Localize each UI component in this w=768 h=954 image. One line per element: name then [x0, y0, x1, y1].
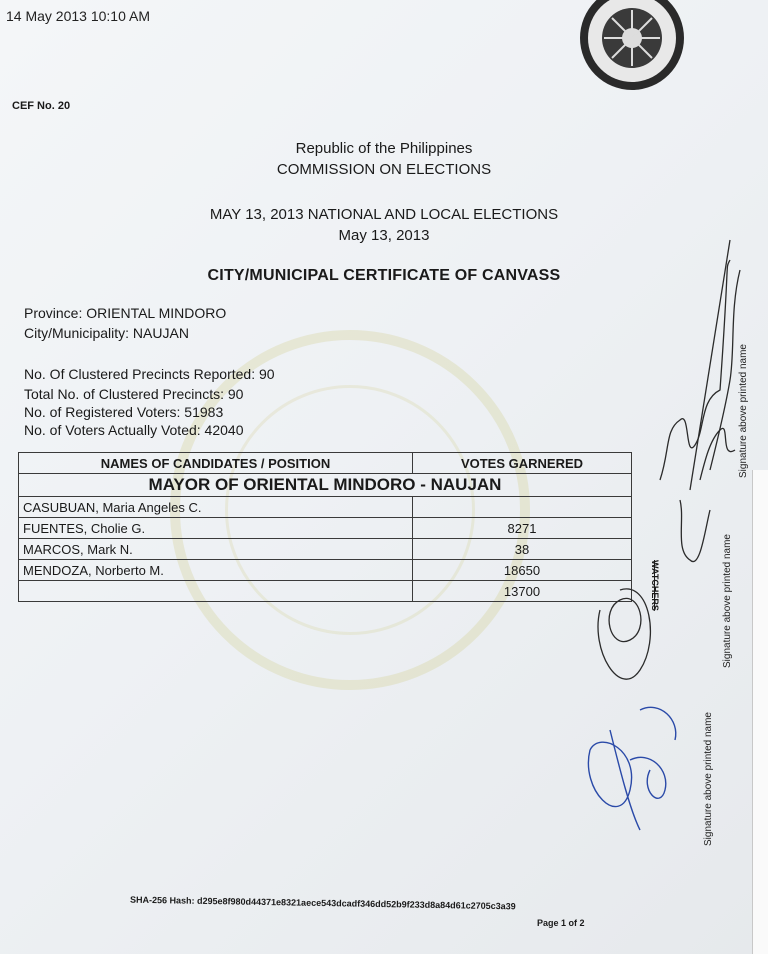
- signature-label-3: Signature above printed name: [703, 712, 714, 846]
- candidate-name: MENDOZA, Norberto M.: [19, 560, 413, 581]
- candidate-votes: 38: [413, 539, 632, 560]
- position-title: MAYOR OF ORIENTAL MINDORO - NAUJAN: [19, 474, 632, 497]
- header-comelec: COMMISSION ON ELECTIONS: [276, 161, 492, 178]
- votes-table: [18, 452, 632, 602]
- header-election: MAY 13, 2013 NATIONAL AND LOCAL ELECTIONS: [209, 206, 559, 223]
- city: City/Municipality: NAUJAN: [24, 325, 189, 341]
- candidate-name: CASUBUAN, Maria Angeles C.: [19, 497, 413, 518]
- candidate-votes: 18650: [413, 560, 632, 581]
- province: Province: ORIENTAL MINDORO: [24, 305, 227, 321]
- col-votes-header: VOTES GARNERED: [413, 453, 632, 474]
- table-row: [19, 518, 632, 539]
- table-row: [19, 560, 632, 581]
- watchers-label: WATCHERS: [650, 560, 660, 611]
- candidate-name: FUENTES, Cholie G.: [19, 518, 413, 539]
- header-date: May 13, 2013: [338, 227, 430, 244]
- candidate-name: MARCOS, Mark N.: [19, 539, 413, 560]
- total-precincts: Total No. of Clustered Precincts: 90: [24, 386, 244, 402]
- comelec-seal-icon: [576, 0, 688, 100]
- candidate-votes: 8271: [413, 518, 632, 539]
- document-title: CITY/MUNICIPAL CERTIFICATE OF CANVASS: [207, 267, 561, 284]
- signature-label-1: Signature above printed name: [738, 344, 749, 478]
- candidate-votes: 13700: [413, 581, 632, 602]
- table-row: [19, 539, 632, 560]
- page-edge: [752, 470, 768, 954]
- page-number: Page 1 of 2: [537, 918, 585, 928]
- table-row: [19, 497, 632, 518]
- candidate-name: [19, 581, 413, 602]
- table-row: [19, 581, 632, 602]
- sha-hash: SHA-256 Hash: d295e8f980d44371e8321aece543dcadf346dd52b9f233d8a84d61c2705c3a39: [129, 894, 516, 912]
- col-names-header: NAMES OF CANDIDATES / POSITION: [19, 453, 413, 474]
- timestamp: 14 May 2013 10:10 AM: [6, 8, 150, 24]
- form-number: CEF No. 20: [12, 100, 71, 112]
- precincts-reported: No. Of Clustered Precincts Reported: 90: [24, 366, 275, 382]
- header-republic: Republic of the Philippines: [295, 140, 473, 157]
- signature-label-2: Signature above printed name: [722, 534, 733, 668]
- voters-voted: No. of Voters Actually Voted: 42040: [24, 422, 244, 438]
- registered-voters: No. of Registered Voters: 51983: [24, 404, 224, 420]
